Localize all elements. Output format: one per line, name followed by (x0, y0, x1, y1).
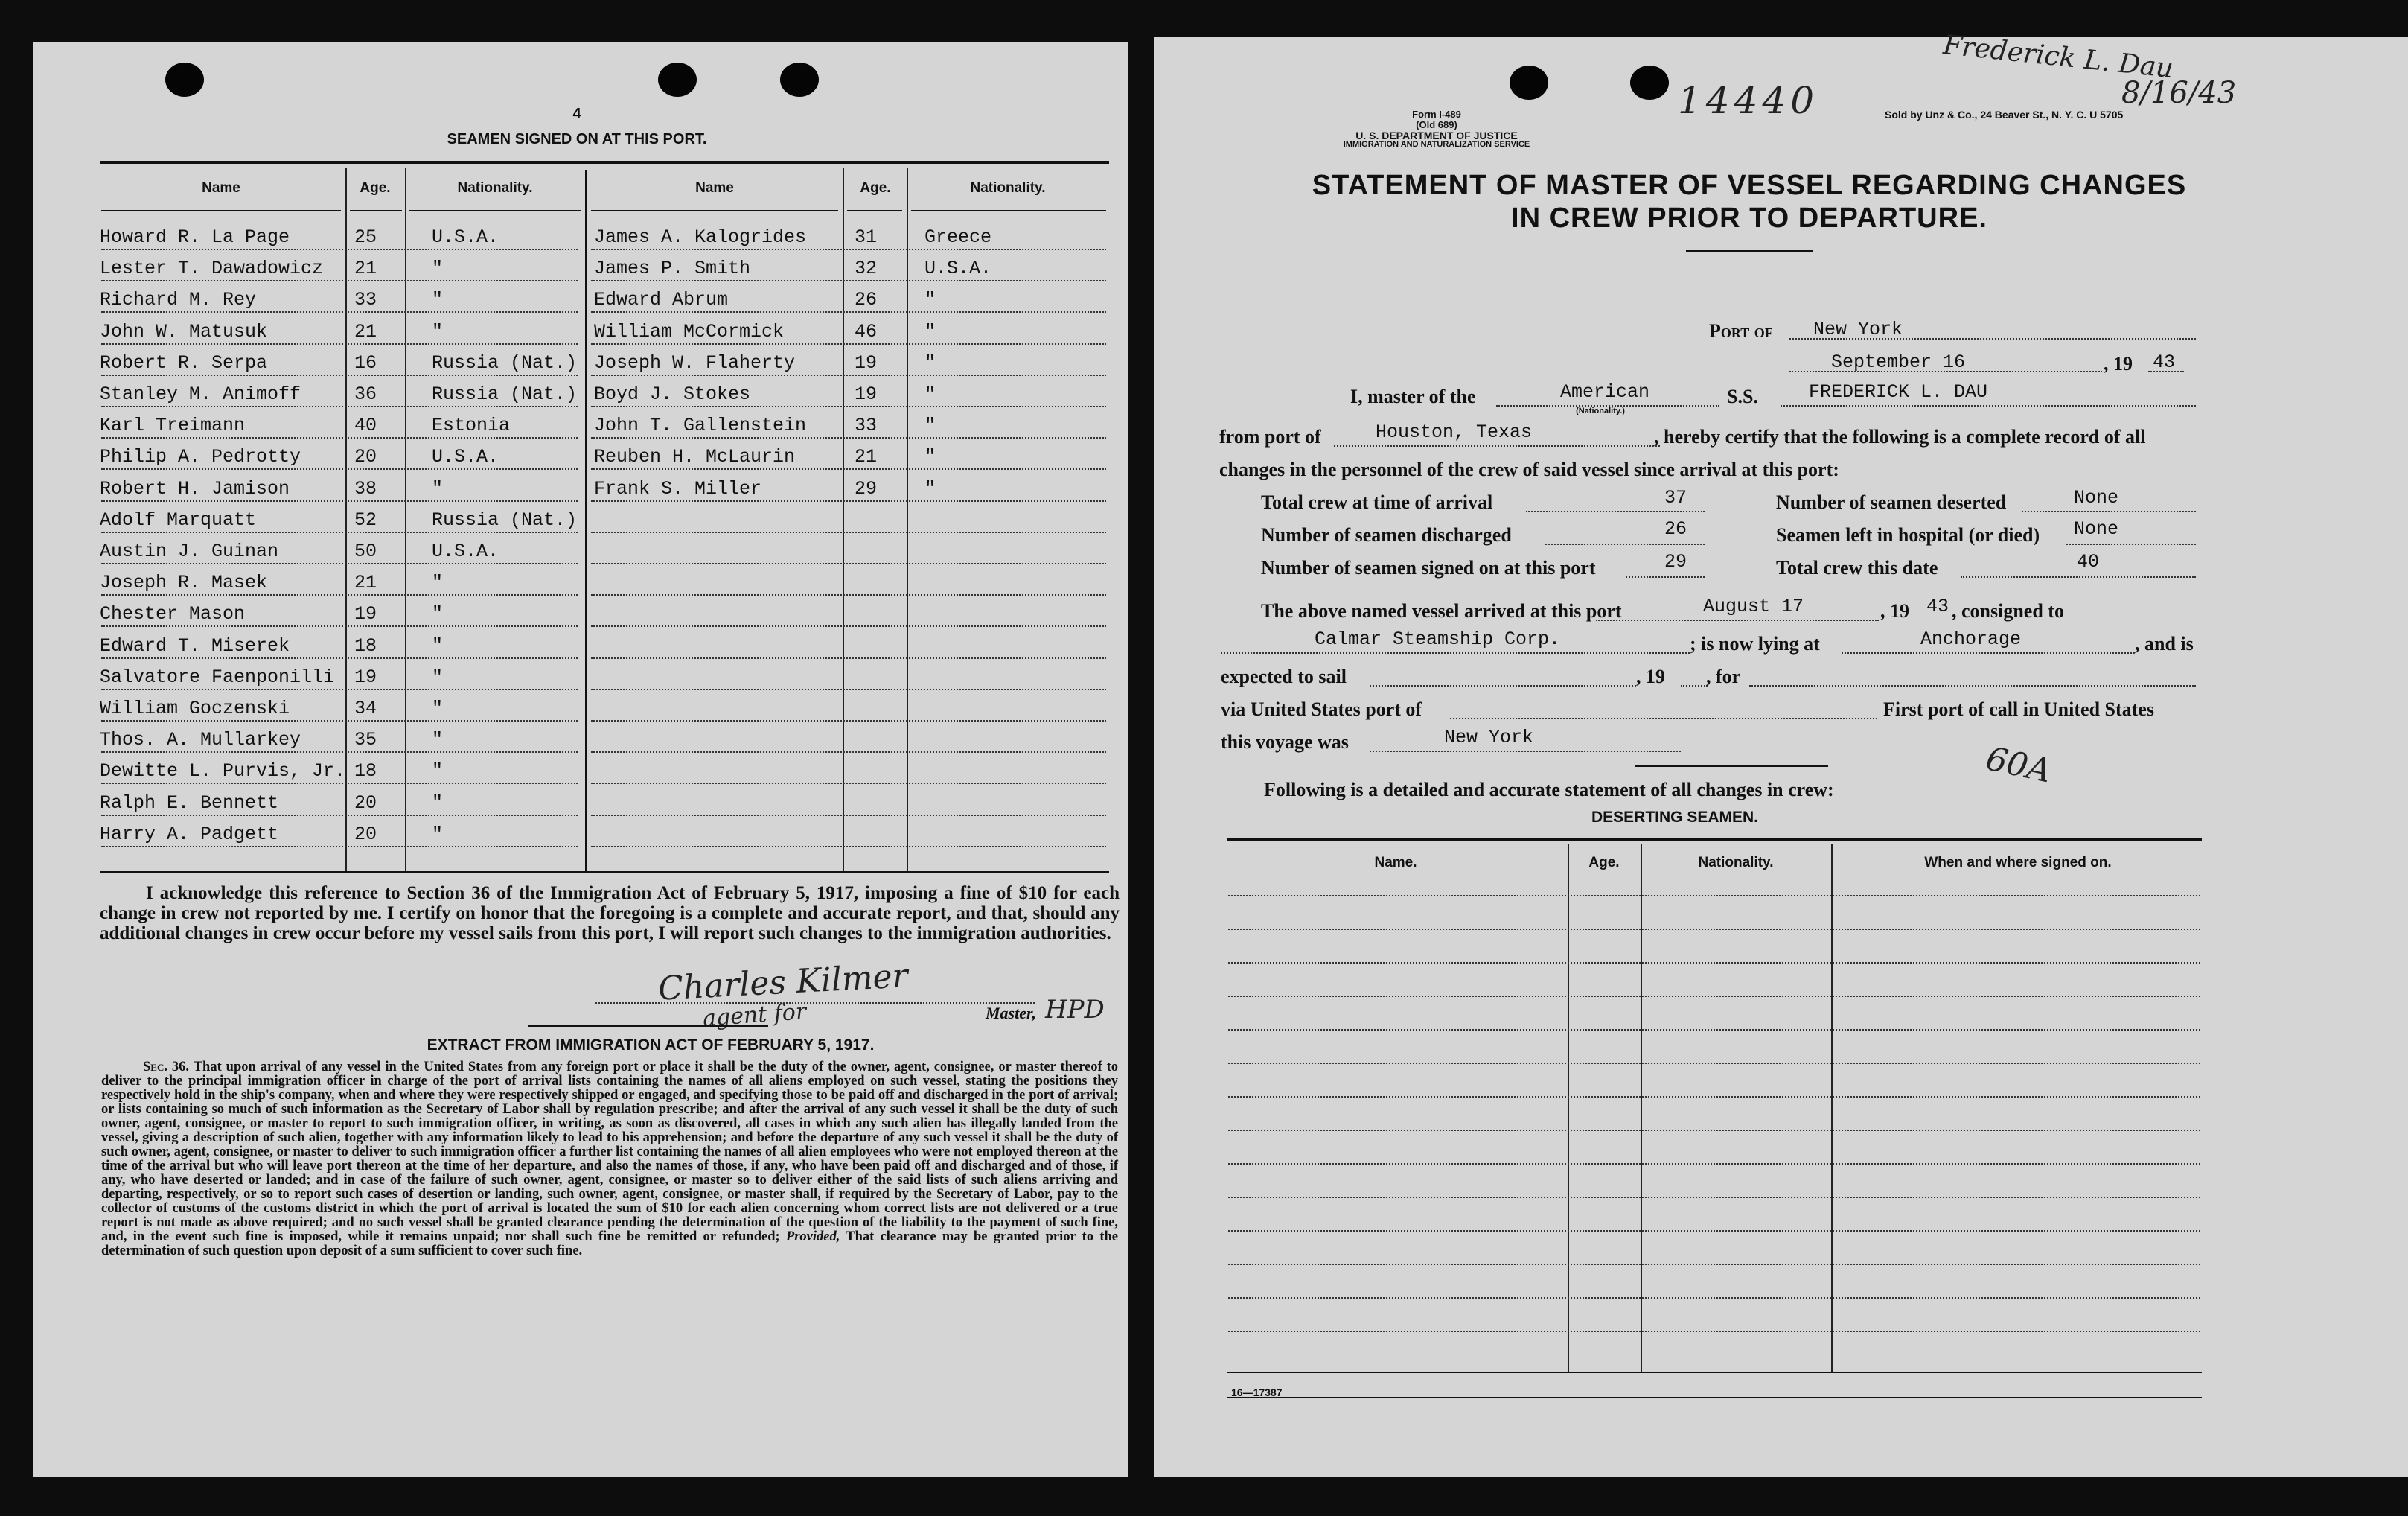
expected-label: expected to sail (1221, 666, 1347, 687)
proviso-label: Provided, (785, 1229, 840, 1244)
acknowledgement-text: I acknowledge this reference to Section 36 of the Immigration Act of February 5, 1917, imposing a fine of $10 for each change in crew not reported by me. I certify on honor that the foregoing is a complete and accurate report, and that, should any additional changes in crew occur before my vessel sails from this port, I will report such changes to the immigration authorities. (100, 883, 1120, 943)
department: U. S. DEPARTMENT OF JUSTICE (1355, 130, 1518, 141)
seaman-nationality: " (432, 760, 444, 783)
row-rule (591, 720, 1106, 722)
seaman-age: 35 (354, 729, 377, 751)
row-rule (101, 815, 578, 816)
seaman-age: 21 (354, 572, 377, 594)
via-label: via United States port of (1221, 698, 1422, 720)
row-rule (591, 532, 1106, 533)
seaman-age: 29 (855, 477, 878, 500)
seaman-age: 21 (354, 320, 377, 343)
seaman-name: James A. Kalogrides (594, 226, 807, 248)
seaman-age: 19 (354, 666, 377, 688)
seaman-nationality: Greece (924, 226, 992, 248)
seaman-age: 38 (354, 477, 377, 500)
seaman-name: James P. Smith (594, 258, 751, 280)
seaman-nationality: " (432, 666, 444, 688)
row-rule (591, 689, 1106, 690)
seaman-name: Robert H. Jamison (100, 477, 290, 500)
seaman-age: 33 (855, 415, 878, 437)
seaman-name: Harry A. Padgett (100, 823, 279, 845)
seaman-age: 40 (354, 415, 377, 437)
from-port-value: Houston, Texas (1376, 421, 1533, 443)
seaman-nationality: " (432, 792, 444, 814)
corner-note-name: Frederick L. Dau (1941, 29, 2175, 85)
seaman-nationality: " (432, 477, 444, 500)
row-rule (591, 594, 1106, 596)
row-rule (591, 311, 1106, 313)
seaman-age: 19 (354, 603, 377, 625)
handwritten-code: 60A (1982, 739, 2055, 791)
desert-row-rule (1228, 1197, 2200, 1198)
signed-on-value: 29 (1664, 551, 1687, 573)
seaman-name: Howard R. La Page (100, 226, 290, 248)
seaman-name: Frank S. Miller (594, 477, 762, 500)
seaman-nationality: " (432, 698, 444, 719)
seaman-age: 21 (354, 258, 377, 280)
seaman-name: John W. Matusuk (100, 320, 268, 343)
seaman-nationality: " (924, 351, 936, 374)
title-rule (1686, 250, 1813, 252)
seaman-name: Robert R. Serpa (100, 351, 268, 374)
desert-row-rule (1228, 1297, 2200, 1299)
punch-hole (1510, 66, 1548, 100)
consignee-value: Calmar Steamship Corp. (1315, 628, 1561, 650)
row-rule (591, 406, 1106, 407)
seaman-nationality: " (432, 603, 444, 625)
lying-at-value: Anchorage (1920, 628, 2022, 650)
seaman-nationality: " (432, 634, 444, 657)
row-rule (101, 468, 578, 470)
seaman-age: 21 (855, 446, 878, 468)
seaman-name: William McCormick (594, 320, 785, 343)
row-rule (101, 751, 578, 753)
stamp-number: 14440 (1678, 79, 1819, 122)
first-port-label: First port of call in United States (1883, 698, 2154, 720)
seaman-name: Boyd J. Stokes (594, 383, 751, 405)
seaman-nationality: U.S.A. (432, 226, 499, 248)
seaman-age: 19 (855, 383, 878, 405)
seaman-age: 16 (354, 351, 377, 374)
row-rule (591, 280, 1106, 281)
row-rule (101, 689, 578, 690)
desert-row-rule (1228, 929, 2200, 930)
right-page (1154, 29, 2408, 1477)
row-rule (101, 280, 578, 281)
row-rule (101, 437, 578, 439)
hospital-value: None (2074, 518, 2119, 540)
seaman-nationality: " (924, 289, 936, 311)
certify-text: , hereby certify that the following is a complete record of all (1654, 426, 2146, 448)
row-rule (591, 437, 1106, 439)
desert-row-rule (1228, 1096, 2200, 1098)
changes-text: changes in the personnel of the crew of said vessel since arrival at this port: (1219, 459, 1839, 480)
desert-row-rule (1228, 895, 2200, 896)
seaman-nationality: " (432, 823, 444, 845)
row-rule (101, 720, 578, 722)
lying-label: ; is now lying at (1690, 633, 1820, 655)
seaman-nationality: Russia (Nat.) (432, 351, 578, 374)
row-rule (591, 657, 1106, 659)
row-rule (591, 500, 1106, 502)
page-number: 4 (572, 106, 581, 122)
row-rule (591, 468, 1106, 470)
col-header-name-2: Name (695, 180, 734, 196)
nationality-value: American (1560, 381, 1650, 403)
nationality-caption: (Nationality.) (1576, 407, 1625, 415)
row-rule (101, 846, 578, 847)
total-crew-date-label: Total crew this date (1776, 557, 1938, 579)
desert-row-rule (1228, 1130, 2200, 1131)
row-rule (101, 406, 578, 407)
seaman-nationality: " (432, 258, 444, 280)
desert-row-rule (1228, 1029, 2200, 1031)
deserted-label: Number of seamen deserted (1776, 491, 2007, 513)
form-title-line1: STATEMENT OF MASTER OF VESSEL REGARDING CHANGES (1312, 170, 2187, 201)
year-value: 43 (2153, 351, 2176, 373)
col-header-name: Name (202, 180, 240, 196)
ss-label: S.S. (1727, 386, 1758, 407)
seaman-name: Edward T. Miserek (100, 634, 290, 657)
seaman-age: 36 (354, 383, 377, 405)
seaman-age: 25 (354, 226, 377, 248)
seller-note: Sold by Unz & Co., 24 Beaver St., N. Y. C. U 5705 (1885, 109, 2124, 121)
discharged-label: Number of seamen discharged (1261, 524, 1512, 546)
seaman-age: 31 (855, 226, 878, 248)
seaman-name: Dewitte L. Purvis, Jr. (100, 760, 346, 783)
seaman-name: William Goczenski (100, 698, 290, 719)
seaman-nationality: Estonia (432, 415, 511, 437)
master-signature: Charles Kilmer (657, 957, 909, 1008)
seaman-name: Joseph R. Masek (100, 572, 268, 594)
proviso-text: That clearance may be granted prior to the determination of such question upon deposit of a sum sufficient to cover such fine. (101, 1229, 1118, 1258)
desert-col-age: Age. (1588, 855, 1620, 870)
seaman-age: 20 (354, 823, 377, 845)
seaman-name: Stanley M. Animoff (100, 383, 301, 405)
consigned-label: , consigned to (1952, 600, 2064, 622)
total-crew-arrival-label: Total crew at time of arrival (1261, 491, 1493, 513)
seaman-nationality: " (432, 572, 444, 594)
seaman-age: 34 (354, 698, 377, 719)
col-header-age: Age. (360, 180, 391, 196)
seaman-name: Lester T. Dawadowicz (100, 258, 324, 280)
seaman-nationality: " (432, 289, 444, 311)
seaman-age: 20 (354, 792, 377, 814)
section-body: That upon arrival of any vessel in the United States from any foreign port or place it shall be the duty of the owner, agent, consignee, or master thereof to deliver to the principal immigration officer in charge of the port of arrival lists containing the names of all aliens employed on such vessel, stating the positions they respectively hold in the ship's company, when and where they were respectively shipped or engaged, and specifying those to be paid off and discharged in the port of arrival; or lists containing so much of such information as the Secretary of Labor shall by regulation prescribe; and after the arrival of any such vessel it shall be the duty of such owner, agent, consignee, or master to report to such immigration officer, in writing, as soon as discovered, all cases in which any such alien has illegally landed from the vessel, giving a description of such alien, together with any information likely to lead to his apprehension; and before the departure of any such vessel it shall be the duty of such owner, agent, consignee, or master to deliver to such immigration officer a further list containing the names of all alien employees who were not employed thereon at the time of the arrival but who will leave port thereon at the time of her departure, and also the names of those, if any, who have been paid off and discharged and of those, if any, who have deserted or landed; and in case of the failure of such owner, agent, consignee, or master so to deliver either of the said lists of such aliens arriving and departing, respectively, or so to report such cases of desertion or landing, such owner, agent, consignee, or master shall, if required by the Secretary of Labor, pay to the collector of customs of the customs district in which the port of arrival is located the sum of $10 for each alien concerning whom correct lists are not delivered or a true report is not made as above required; and no such vessel shall be granted clearance pending the determination of the question of the liability to the payment of such fine, and, in the event such fine is imposed, while it remains unpaid; nor shall such fine be remitted or refunded; (101, 1060, 1118, 1244)
row-rule (591, 846, 1106, 847)
seaman-age: 19 (855, 351, 878, 374)
row-rule (591, 563, 1106, 564)
row-rule (101, 500, 578, 502)
row-rule (101, 625, 578, 627)
from-port-label: from port of (1219, 426, 1321, 448)
seaman-nationality: U.S.A. (924, 258, 992, 280)
punch-hole (658, 63, 697, 97)
corner-note-date: 8/16/43 (2121, 76, 2237, 110)
row-rule (101, 563, 578, 564)
punch-hole (780, 63, 819, 97)
seaman-name: Edward Abrum (594, 289, 729, 311)
seaman-nationality: " (924, 477, 936, 500)
seaman-age: 32 (855, 258, 878, 280)
desert-col-name: Name. (1374, 855, 1417, 870)
and-is: , and is (2135, 633, 2194, 655)
row-rule (591, 783, 1106, 784)
desert-row-rule (1228, 1063, 2200, 1064)
section-36-text (101, 1060, 1118, 1258)
port-value: New York (1813, 319, 1903, 340)
row-rule (101, 783, 578, 784)
desert-row-rule (1228, 1163, 2200, 1165)
year-prefix: , 19 (2104, 353, 2133, 375)
seaman-name: Philip A. Pedrotty (100, 446, 301, 468)
seaman-name: Salvatore Faenponilli (100, 666, 335, 688)
seaman-nationality: " (924, 320, 936, 343)
desert-row-rule (1228, 1331, 2200, 1332)
seaman-name: Adolf Marquatt (100, 509, 257, 531)
following-text: Following is a detailed and accurate statement of all changes in crew: (1264, 779, 1834, 800)
col-header-age-2: Age. (860, 180, 891, 196)
row-rule (101, 311, 578, 313)
row-rule (591, 751, 1106, 753)
seaman-age: 26 (855, 289, 878, 311)
row-rule (101, 657, 578, 659)
seaman-nationality: U.S.A. (432, 541, 499, 562)
deserted-value: None (2074, 487, 2119, 509)
seaman-age: 18 (354, 634, 377, 657)
row-rule (591, 625, 1106, 627)
row-rule (101, 375, 578, 376)
master-label: Master, (986, 1004, 1036, 1022)
discharged-value: 26 (1664, 518, 1687, 540)
deserting-title: DESERTING SEAMEN. (1591, 809, 1759, 826)
master-of-label: I, master of the (1350, 386, 1476, 407)
seaman-nationality: U.S.A. (432, 446, 499, 468)
desert-row-rule (1228, 962, 2200, 964)
seaman-name: Thos. A. Mullarkey (100, 729, 301, 751)
desert-row-rule (1228, 996, 2200, 997)
section-label: Sec. 36. (143, 1060, 190, 1074)
col-header-nationality: Nationality. (457, 180, 533, 196)
signed-on-label: Number of seamen signed on at this port (1261, 557, 1596, 579)
seaman-name: Joseph W. Flaherty (594, 351, 796, 374)
row-rule (591, 815, 1106, 816)
arrived-label: The above named vessel arrived at this port (1261, 600, 1622, 622)
arrived-year: 43 (1926, 596, 1949, 617)
vessel-name: FREDERICK L. DAU (1809, 381, 1988, 403)
seaman-name: Austin J. Guinan (100, 541, 279, 562)
form-footer: 16—17387 (1231, 1386, 1283, 1398)
total-crew-date-value: 40 (2077, 551, 2100, 573)
desert-col-signed-on: When and where signed on. (1924, 855, 2112, 870)
seaman-name: Richard M. Rey (100, 289, 257, 311)
seaman-name: John T. Gallenstein (594, 415, 807, 437)
seaman-name: Reuben H. McLaurin (594, 446, 796, 468)
voyage-value: New York (1444, 727, 1534, 748)
row-rule (101, 532, 578, 533)
form-id: Form I-489 (1412, 109, 1461, 120)
desert-col-nationality: Nationality. (1698, 855, 1774, 870)
seaman-nationality: " (924, 415, 936, 437)
left-page-title: SEAMEN SIGNED ON AT THIS PORT. (447, 131, 707, 147)
row-rule (101, 594, 578, 596)
seaman-nationality: " (924, 446, 936, 468)
punch-hole (1630, 66, 1669, 100)
seaman-name: Ralph E. Bennett (100, 792, 279, 814)
row-rule (591, 249, 1106, 250)
form-old: (Old 689) (1416, 119, 1457, 130)
row-rule (591, 375, 1106, 376)
seaman-nationality: Russia (Nat.) (432, 383, 578, 405)
extract-rule (528, 1025, 768, 1027)
desert-row-rule (1228, 1230, 2200, 1232)
expected-year: , 19 (1636, 666, 1665, 687)
seaman-age: 20 (354, 446, 377, 468)
seaman-name: Chester Mason (100, 603, 246, 625)
row-rule (101, 343, 578, 345)
seaman-name: Karl Treimann (100, 415, 246, 437)
arrived-year-prefix: , 19 (1880, 600, 1909, 622)
total-crew-arrival: 37 (1664, 487, 1687, 509)
punch-hole (165, 63, 204, 97)
left-page (33, 42, 1128, 1477)
voyage-label: this voyage was (1221, 731, 1349, 753)
service: IMMIGRATION AND NATURALIZATION SERVICE (1343, 140, 1530, 149)
master-suffix: HPD (1045, 995, 1105, 1025)
arrived-date: August 17 (1703, 596, 1804, 617)
seaman-age: 52 (354, 509, 377, 531)
row-rule (101, 249, 578, 250)
for-label: , for (1706, 666, 1741, 687)
seaman-nationality: Russia (Nat.) (432, 509, 578, 531)
seaman-nationality: " (432, 729, 444, 751)
port-label: Port of (1709, 320, 1773, 342)
seaman-age: 18 (354, 760, 377, 783)
voyage-rule (1635, 765, 1828, 767)
hospital-label: Seamen left in hospital (or died) (1776, 524, 2040, 546)
col-header-nationality-2: Nationality. (970, 180, 1046, 196)
desert-row-rule (1228, 1264, 2200, 1265)
seaman-nationality: " (432, 320, 444, 343)
seaman-nationality: " (924, 383, 936, 405)
seaman-age: 46 (855, 320, 878, 343)
seaman-age: 50 (354, 541, 377, 562)
seaman-age: 33 (354, 289, 377, 311)
signature-note: agent for (701, 999, 808, 1032)
form-title-line2: IN CREW PRIOR TO DEPARTURE. (1511, 203, 1987, 234)
date-value: September 16 (1831, 351, 1966, 373)
extract-title: EXTRACT FROM IMMIGRATION ACT OF FEBRUARY 5, 1917. (427, 1036, 875, 1054)
row-rule (591, 343, 1106, 345)
